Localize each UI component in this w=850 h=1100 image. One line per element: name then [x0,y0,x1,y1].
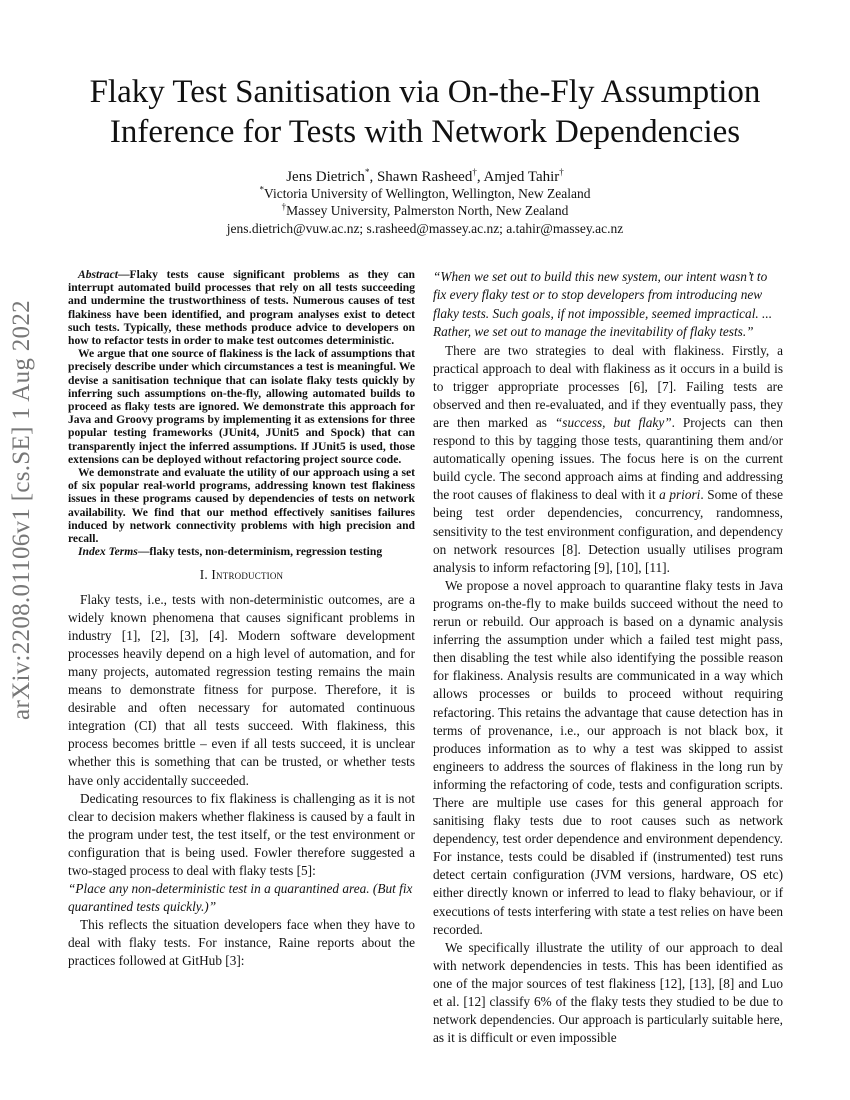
body-paragraph: Dedicating resources to fix flakiness is challenging as it is not clear to decision makers whether flakiness is caused by a fault in the program under test, the test itself, or the test environment or configuration that is being used. Fowler therefore suggested a two-staged process to deal with flaky tests [5]: [68,790,415,878]
body-paragraph: We propose a novel approach to quarantine flaky tests in Java programs on-the-fly to make builds succeed without the need to rerun or rebuild. Our approach is based on a dynamic analysis inferring the assumption under which a failed test might pass, then disabling the test while also identifying the possible reason for flakiness. Analysis results are communicated in a way which allows processes or builds to proceed without requiring refactoring. This retains the advantage that cause detection has in terms of provenance, i.e., our approach is not black box, it produces information as to why a test was skipped to assist engineers to address the sources of flakiness in the long run by informing the refactoring of code, tests and configuration scripts. There are multiple use cases for this general approach for sanitising flaky tests due to root causes such as network dependency, test order dependence and environment dependency. For instance, tests could be disabled if (instrumented) test runs detect certain configuration (JVM versions, hardware, OS etc) either directly known or inferred to lead to flaky behaviour, or if executions of tests interfering with state a test relies on have been recorded. [433,577,783,937]
author-emails: jens.dietrich@vuw.ac.nz; s.rasheed@massey.ac.nz; a.tahir@massey.ac.nz [226,221,624,236]
affil-mark: † [472,167,477,177]
section-title: Introduction [211,567,284,583]
author-name: Amjed Tahir [483,169,560,185]
author-name: Shawn Rasheed [376,169,473,185]
index-terms: Index Terms—flaky tests, non-determinism, regression testing [78,545,383,559]
block-quote: “When we set out to build this new system, our intent wasn’t to fix every flaky test or to stop developers from introducing new flaky tests. Such goals, if not impossible, seemed impractical. ... Rather, we set out to manage the inevitability of flaky tests.” [433,269,773,340]
right-column [433,268,783,1047]
affil-mark: † [559,167,564,177]
paper-title: Flaky Test Sanitisation via On-the-Fly Assumption Inference for Tests with Network Dependencies [89,74,761,150]
arxiv-stamp [2,270,42,750]
left-column [68,268,415,971]
author-list: Jens Dietrich*, Shawn Rasheed†, Amjed Tahir† [286,167,564,185]
arxiv-stamp-text: arXiv:2208.01106v1 [cs.SE] 1 Aug 2022 [8,300,35,720]
affil-mark: * [364,167,370,177]
block-quote: “Place any non-deterministic test in a quarantined area. (But fix quarantined tests quickly.)” [68,881,413,915]
affiliation-1: *Victoria University of Wellington, Wellington, New Zealand [259,184,591,201]
body-paragraph: Flaky tests, i.e., tests with non-deterministic outcomes, are a widely known phenomena that causes significant problems in industry [1], [2], [3], [4]. Modern software development processes heavily depend on a high level of automation, and for many projects, automated regression testing remains the main means to demonstrate fitness for purpose. Therefore, it is desirable and often necessary for automated continuous integration (CI) that all tests succeed. With flakiness, this process becomes brittle – even if all tests succeed, it is unclear whether this is something that can be trusted, or whether tests have only accidentally succeeded. [68,591,415,788]
abstract-label: Abstract [78,268,118,281]
abstract [68,268,415,545]
abstract-paragraph: We argue that one source of flakiness is the lack of assumptions that precisely describe under which circumstances a test is meaningful. We devise a sanitisation technique that can isolate flaky tests quickly by inferring such assumptions on-the-fly, allowing automated builds to proceed as flaky tests are ignored. We demonstrate this approach for Java and Groovy programs by implementing it as extensions for three popular testing frameworks (JUnit4, JUnit5 and Spock) that can transparently inject the inferred assumptions. If JUnit5 is used, those extensions can be deployed without refactoring project source code. [68,347,415,466]
author-name: Jens Dietrich [286,169,365,185]
abstract-paragraph: We demonstrate and evaluate the utility of our approach using a set of six popular real-world programs, addressing known test flakiness issues in these programs caused by dependencies of tests on network availability. We find that our method effectively sanitises failures induced by network connectivity problems with high precision and recall. [68,466,415,546]
abstract-paragraph: —Flaky tests cause significant problems as they can interrupt automated build processes that rely on all tests succeeding and undermine the trustworthiness of tests. Numerous causes of test flakiness have been identified, and program analyses exist to detect such tests. Typically, these methods produce advice to developers on how to refactor tests in order to make test outcomes deterministic. [68,268,415,348]
body-paragraph: We specifically illustrate the utility of our approach to deal with network dependencies in tests. This has been identified as one of the major sources of test flakiness [12], [13], [8] and Luo et al. [12] classify 6% of the flaky tests they studied to be due to network dependencies. Our approach is particularly suitable here, as it is difficult or even impossible [433,939,783,1046]
affiliation-2: †Massey University, Palmerston North, New Zealand [281,201,569,218]
body-paragraph: This reflects the situation developers face when they have to deal with flaky tests. For instance, Raine reports about the practices followed at GitHub [3]: [68,917,415,969]
section-heading: I. Introduction [199,567,284,583]
body-paragraph: There are two strategies to deal with flakiness. Firstly, a practical approach to deal with flakiness as it occurs in a build is to trigger appropriate processes [6], [7]. Failing tests are observed and then re-evaluated, and if they eventually pass, they are then marked as “success, but flaky”. Projects can then respond to this by tagging those tests, quarantining them and/or automatically opening issues. The focus here is on the current build cycle. The second approach aims at finding and addressing the root causes of flakiness to deal with it a priori. Some of these being test order dependencies, concurrency, randomness, sensitivity to the test environment configuration, and dependency on network resources [8]. Detection usually utilises program analysis to inform refactoring [9], [10], [11]. [433,342,783,575]
